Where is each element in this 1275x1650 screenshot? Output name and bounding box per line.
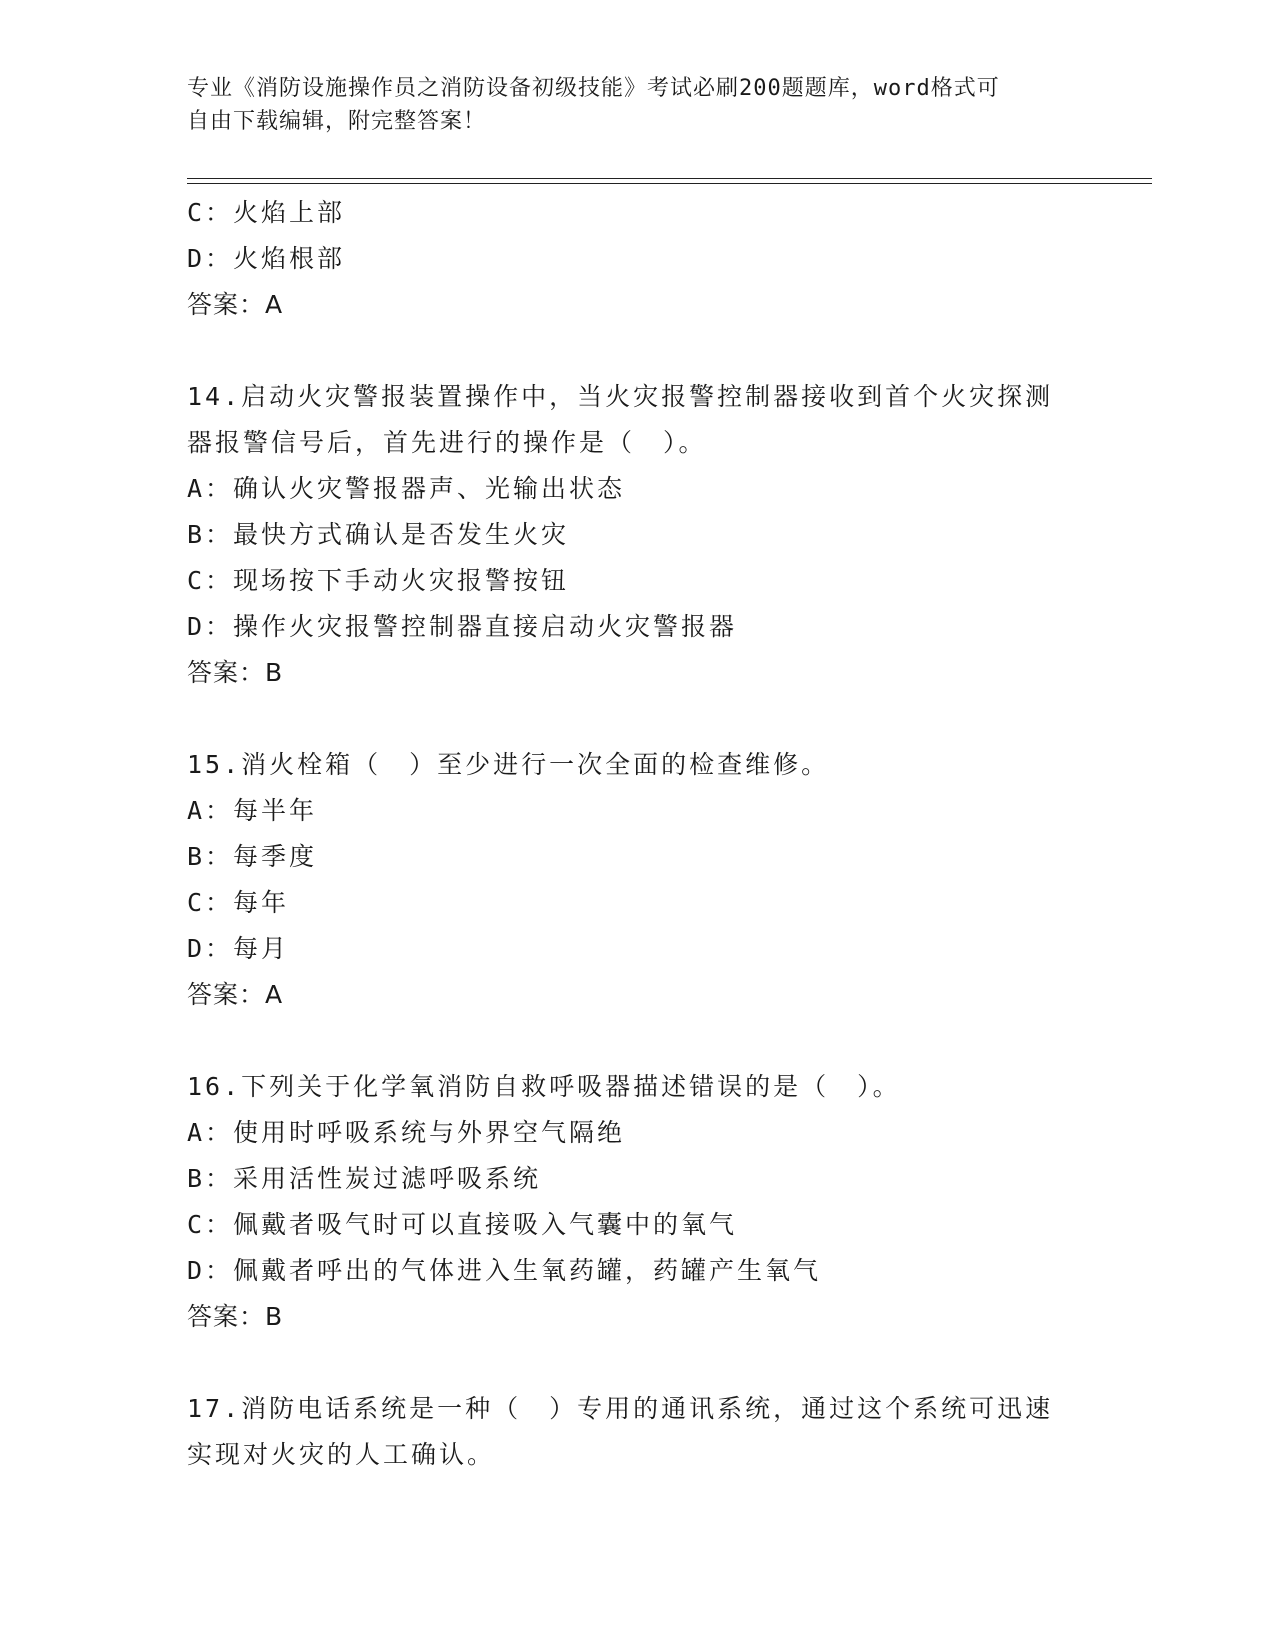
page-header	[187, 72, 1067, 138]
answer: 答案：B	[187, 1302, 284, 1331]
option-d: D：佩戴者呼出的气体进入生氧药罐，药罐产生氧气	[187, 1256, 822, 1285]
question-stem: 15.消火栓箱（ ）至少进行一次全面的检查维修。	[187, 750, 830, 779]
question-stem: 器报警信号后，首先进行的操作是（ ）。	[187, 428, 707, 457]
question-14	[187, 374, 1087, 696]
option-a: A：确认火灾警报器声、光输出状态	[187, 474, 626, 503]
answer: 答案：B	[187, 658, 284, 687]
option-c: C：佩戴者吸气时可以直接吸入气囊中的氧气	[187, 1210, 738, 1239]
question-15	[187, 742, 1087, 1018]
option-a: A：使用时呼吸系统与外界空气隔绝	[187, 1118, 626, 1147]
option-d: D：操作火灾报警控制器直接启动火灾警报器	[187, 612, 738, 641]
question-stem: 实现对火灾的人工确认。	[187, 1440, 496, 1469]
question-stem: 14.启动火灾警报装置操作中，当火灾报警控制器接收到首个火灾探测	[187, 382, 1054, 411]
option-b: B：每季度	[187, 842, 318, 871]
question-17	[187, 1386, 1087, 1478]
option-d: D：每月	[187, 934, 290, 963]
option-c: C：每年	[187, 888, 290, 917]
option-b: B：最快方式确认是否发生火灾	[187, 520, 570, 549]
header-divider-bottom	[187, 183, 1152, 184]
option-c: C：现场按下手动火灾报警按钮	[187, 566, 570, 595]
question-16	[187, 1064, 1087, 1340]
header-line-2: 自由下载编辑，附完整答案！	[187, 109, 487, 134]
question-stem: 16.下列关于化学氧消防自救呼吸器描述错误的是（ ）。	[187, 1072, 901, 1101]
header-line-1: 专业《消防设施操作员之消防设备初级技能》考试必刷200题题库，word格式可	[187, 76, 1000, 101]
option-c: C：火焰上部	[187, 198, 346, 227]
header-divider-top	[187, 178, 1152, 179]
answer: 答案：A	[187, 980, 284, 1009]
question-stem: 17.消防电话系统是一种（ ）专用的通讯系统，通过这个系统可迅速	[187, 1394, 1054, 1423]
answer: 答案：A	[187, 290, 284, 319]
continued-question	[187, 190, 1087, 328]
option-a: A：每半年	[187, 796, 318, 825]
option-b: B：采用活性炭过滤呼吸系统	[187, 1164, 542, 1193]
question-list	[187, 190, 1087, 1478]
option-d: D：火焰根部	[187, 244, 346, 273]
